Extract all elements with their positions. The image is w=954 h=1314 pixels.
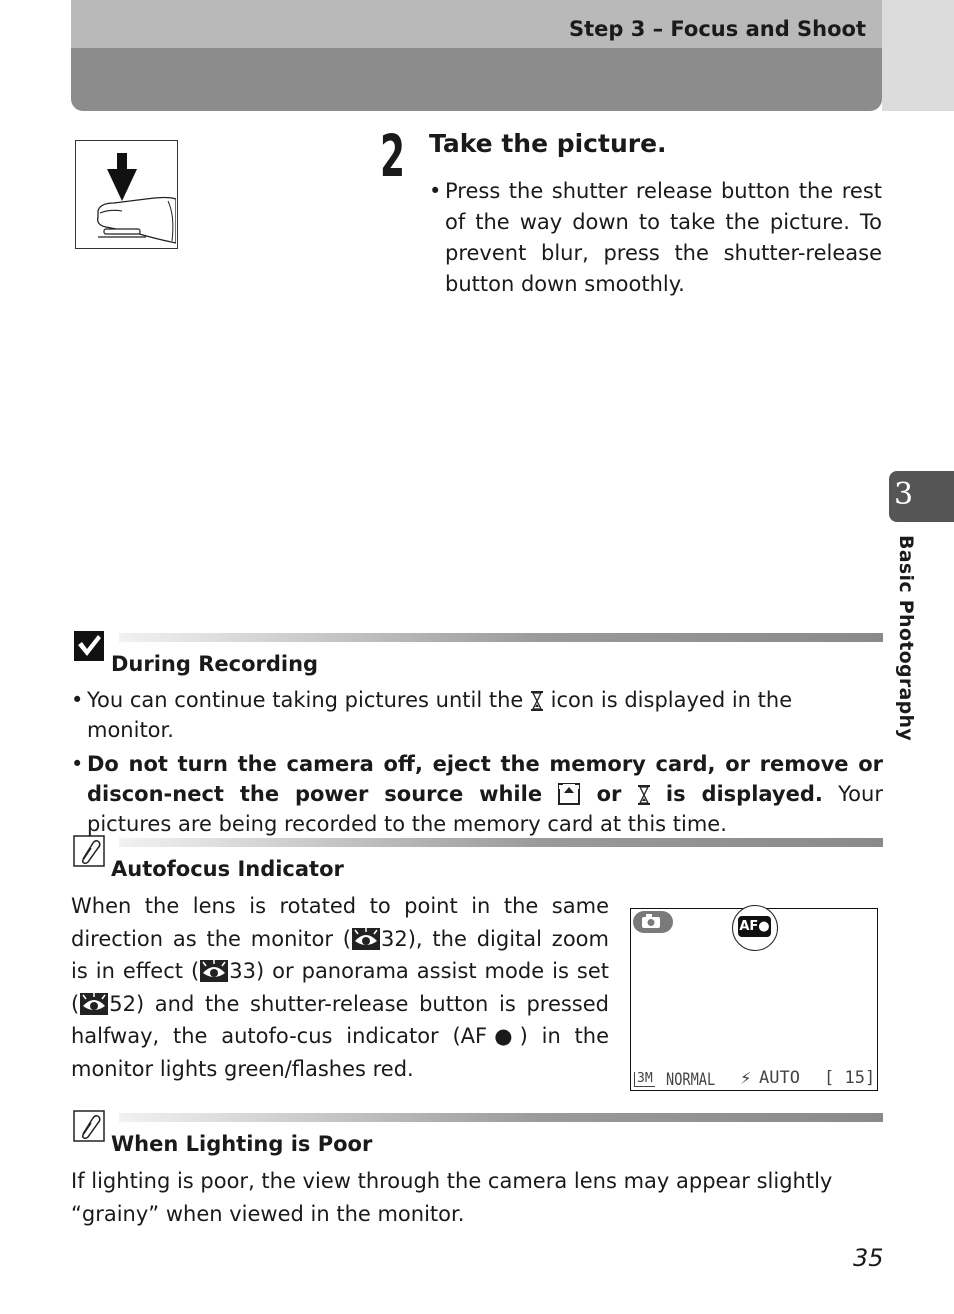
image-quality: NORMAL bbox=[666, 1070, 716, 1090]
bullet2-rest: Your pictures are being recorded to the memory card at this time. bbox=[87, 782, 883, 836]
autofocus-text-1: When the lens is rotated to point in the same direction as the monitor ( bbox=[71, 894, 609, 951]
reference-eye-icon bbox=[199, 959, 229, 983]
reference-eye-icon bbox=[351, 927, 381, 951]
reference-page-3: 52 bbox=[109, 991, 136, 1016]
hourglass-icon bbox=[637, 784, 651, 806]
bullet-dot: • bbox=[71, 752, 84, 776]
bullet-dot: • bbox=[429, 179, 442, 203]
checkmark-icon bbox=[73, 630, 105, 662]
reference-page-2: 33 bbox=[229, 959, 256, 983]
autofocus-title: Autofocus Indicator bbox=[111, 857, 344, 881]
lighting-title: When Lighting is Poor bbox=[111, 1132, 373, 1156]
page-number: 35 bbox=[853, 1244, 884, 1272]
step-instructions bbox=[429, 176, 882, 300]
exposure-count: [ 15] bbox=[824, 1068, 876, 1088]
monitor-status-bar bbox=[634, 1068, 874, 1088]
recording-bullet-1 bbox=[71, 685, 883, 745]
header-margin-band bbox=[882, 0, 954, 111]
bullet2-or: or bbox=[596, 782, 622, 806]
bullet2-warning-end: is displayed. bbox=[665, 782, 823, 806]
section-rule bbox=[119, 633, 883, 642]
step-heading: Take the picture. bbox=[429, 129, 667, 158]
header-band bbox=[71, 0, 882, 111]
during-recording-body bbox=[71, 685, 883, 839]
chapter-number: 3 bbox=[894, 477, 914, 512]
during-recording-title: During Recording bbox=[111, 652, 319, 676]
press-shutter-icon bbox=[76, 141, 176, 247]
autofocus-text-4: ) and the shutter-release button is pressed halfway, the autofo-cus indicator ( bbox=[71, 991, 609, 1048]
af-indicator-glyph: AF● bbox=[460, 1024, 520, 1048]
section-rule bbox=[119, 838, 883, 847]
chapter-side-label: Basic Photography bbox=[895, 535, 917, 742]
recording-bullet-2 bbox=[71, 749, 883, 839]
step-bullet-text: Press the shutter release button the rest of the way down to take the picture. To prevent blur, press the shutter-release button down smoothly. bbox=[445, 179, 882, 296]
flash-icon: ⚡ bbox=[740, 1067, 752, 1089]
shutter-press-illustration bbox=[75, 140, 178, 249]
hourglass-icon bbox=[530, 690, 544, 712]
section-rule bbox=[119, 1113, 883, 1122]
reference-eye-icon bbox=[79, 992, 109, 1016]
lighting-body: If lighting is poor, the view through the camera lens may appear slightly “grainy” when viewed in the monitor. bbox=[71, 1169, 833, 1226]
bullet-dot: • bbox=[71, 688, 84, 712]
bullet1-text-end: icon is displayed in the monitor. bbox=[87, 688, 793, 742]
chapter-tab bbox=[889, 471, 954, 522]
page-header-title: Step 3 – Focus and Shoot bbox=[568, 17, 866, 41]
recording-icon bbox=[557, 782, 581, 806]
bullet2-warning: Do not turn the camera off, eject the memory card, or remove or discon-nect the power source while bbox=[87, 752, 883, 806]
step-bullet bbox=[429, 176, 882, 300]
autofocus-text-2: ), the digital zoom is in effect ( bbox=[71, 926, 609, 983]
reference-page-1: 32 bbox=[380, 926, 408, 951]
bullet1-text-start: You can continue taking pictures until the bbox=[87, 688, 524, 712]
paperclip-icon bbox=[73, 1110, 105, 1142]
camera-mode-icon bbox=[633, 911, 673, 933]
header-top-strip bbox=[71, 0, 882, 48]
af-indicator-badge bbox=[732, 905, 778, 951]
autofocus-text-3: ) or panorama assist mode is set ( bbox=[71, 959, 609, 1016]
autofocus-body bbox=[71, 890, 609, 1085]
flash-mode: AUTO bbox=[759, 1068, 800, 1088]
paperclip-icon bbox=[73, 835, 105, 867]
af-badge-label: AF● bbox=[738, 916, 771, 937]
monitor-display-illustration bbox=[630, 908, 878, 1091]
autofocus-text-5: ) in the monitor lights green/flashes red. bbox=[71, 1024, 609, 1081]
image-size-badge: 3M bbox=[634, 1072, 655, 1087]
step-number: 2 bbox=[380, 122, 406, 190]
